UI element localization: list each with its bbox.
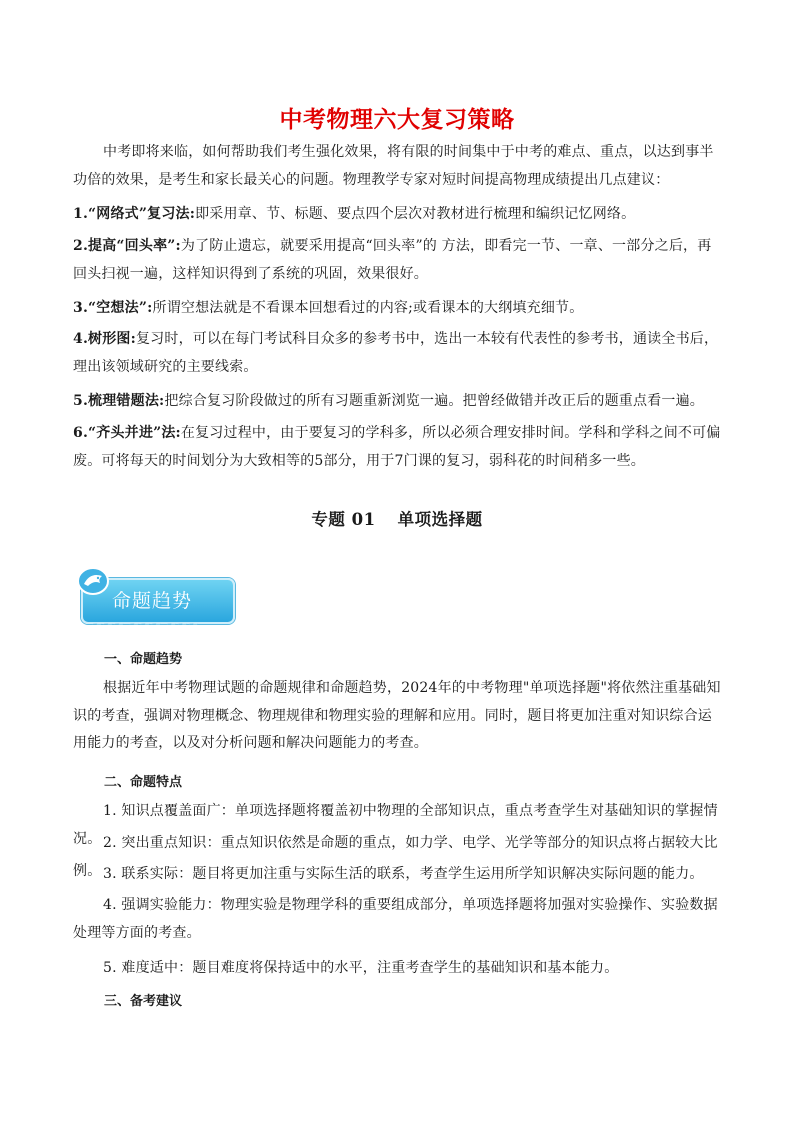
strategy-label: 1.“网络式”复习法: [73, 206, 196, 222]
list-item: 5. 难度适中：题目难度将保持适中的水平，注重考查学生的基础知识和基本能力。 [103, 960, 619, 976]
dolphin-icon [76, 566, 110, 596]
strategy-label: 4.树形图: [73, 331, 136, 347]
intro-paragraph: 中考即将来临，如何帮助我们考生强化效果，将有限的时间集中于中考的难点、重点，以达到事半功倍的效果，是考生和家长最关心的问题。物理教学专家对短时间提高物理成绩提出几点建议： [73, 144, 714, 188]
document-title: 中考物理六大复习策略 [279, 107, 515, 133]
list-item: 1. 知识点覆盖面广：单项选择题将覆盖初中物理的全部知识点，重点考查学生对基础知识的掌握情况。 [73, 803, 718, 847]
strategy-text: 复习时，可以在每门考试科目众多的参考书中，选出一本较有代表性的参考书，通读全书后，理出该领域研究的主要线索。 [73, 331, 719, 375]
section-heading: 二、命题特点 [104, 775, 183, 790]
strategy-item [73, 388, 723, 416]
list-item: 4. 强调实验能力：物理实验是物理学科的重要组成部分，单项选择题将加强对实验操作、实验数据处理等方面的考查。 [73, 897, 718, 941]
list-item: 3. 联系实际：题目将更加注重与实际生活的联系，考查学生运用所学知识解决实际问题的能力。 [103, 866, 704, 882]
strategy-text: 在复习过程中，由于要复习的学科多，所以必须合理安排时间。学科和学科之间不可偏废。可将每天的时间划分为大致相等的5部分，用于7门课的复习，弱科花的时间稍多一些。 [73, 425, 721, 469]
section-heading: 一、命题趋势 [104, 652, 183, 667]
strategy-item [73, 233, 723, 288]
strategy-item [73, 295, 723, 323]
badge-label: 命题趋势 [112, 590, 193, 612]
badge-waves: 〜〜〜 〜〜〜 〜〜〜 [92, 620, 200, 631]
strategy-label: 3.“空想法”: [73, 300, 153, 316]
topic-name: 单项选择题 [397, 510, 483, 529]
section-heading: 三、备考建议 [104, 994, 183, 1009]
strategy-label: 5.梳理错题法: [73, 393, 165, 409]
topic-subtitle [0, 506, 794, 530]
list-item: 2. 突出重点知识：重点知识依然是命题的重点，如力学、电学、光学等部分的知识点将占据较大比例。 [73, 835, 718, 879]
strategy-item [73, 326, 723, 381]
strategy-label: 6.“齐头并进”法: [73, 425, 181, 441]
section-badge [76, 566, 240, 631]
strategy-label: 2.提高“回头率”: [73, 238, 181, 254]
strategy-item [73, 201, 723, 229]
topic-number: 专题 01 [311, 510, 376, 529]
strategy-text: 为了防止遗忘，就要采用提高“回头率”的 方法，即看完一节、一章、一部分之后，再回头扫视一遍，这样知识得到了系统的巩固，效果很好。 [73, 238, 712, 282]
section-paragraph: 根据近年中考物理试题的命题规律和命题趋势，2024年的中考物理"单项选择题"将依然注重基础知识的考查，强调对物理概念、物理规律和物理实验的理解和应用。同时，题目将更加注重对知识综合运用能力的考查，以及对分析问题和解决问题能力的考查。 [73, 680, 721, 751]
strategy-text: 所谓空想法就是不看课本回想看过的内容;或看课本的大纲填充细节。 [152, 300, 584, 316]
strategy-item [73, 420, 723, 475]
strategy-text: 即采用章、节、标题、要点四个层次对教材进行梳理和编织记忆网络。 [195, 206, 636, 222]
strategy-text: 把综合复习阶段做过的所有习题重新浏览一遍。把曾经做错并改正后的题重点看一遍。 [164, 393, 704, 409]
